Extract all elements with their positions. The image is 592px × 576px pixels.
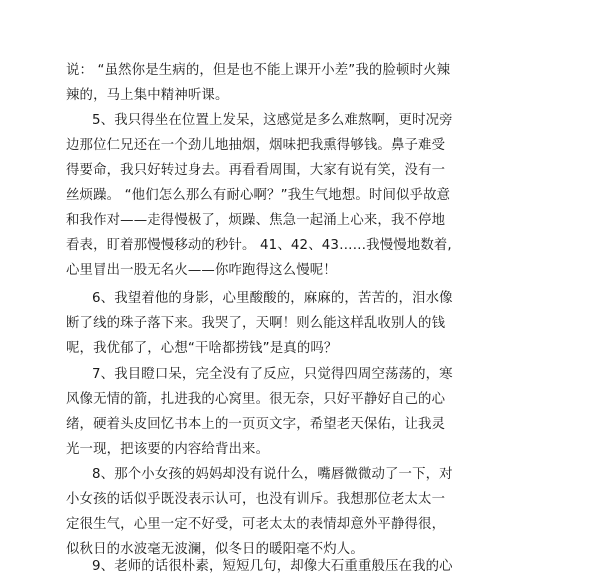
text-line-21: 9、老师的话很朴素，短短几句，却像大石重重般压在我的心 xyxy=(92,559,453,574)
text-line-8: 看表，盯着那慢慢移动的秒针。 41、42、43……我慢慢地数着, xyxy=(66,238,452,253)
text-line-6: 丝烦躁。 “他们怎么那么有耐心啊？”我生气地想。时间似乎故意 xyxy=(66,188,451,203)
text-line-16: 光一现，把该要的内容给背出来。 xyxy=(66,442,270,457)
text-line-4: 边那位仁兄还在一个劲儿地抽烟，烟味把我熏得够钱。鼻子难受 xyxy=(66,138,446,153)
text-line-19: 定很生气，心里一定不好受，可老太太的表情却意外平静得很， xyxy=(66,517,446,532)
text-line-17: 8、那个小女孩的妈妈却没有说什么，嘴唇微微动了一下，对 xyxy=(92,467,453,482)
text-line-14: 风像无情的箭，扎进我的心窝里。很无奈，只好平静好自己的心 xyxy=(66,392,446,407)
text-line-10: 6、我望着他的身影，心里酸酸的，麻麻的，苦苦的，泪水像 xyxy=(92,291,453,306)
text-line-20: 似秋日的水波毫无波澜，似冬日的暖阳毫不灼人。 xyxy=(66,542,364,557)
text-line-13: 7、我目瞪口呆，完全没有了反应，只觉得四周空荡荡的，寒 xyxy=(92,367,453,382)
text-line-12: 呢，我优郁了，心想“干啥都捞钱”是真的吗？ xyxy=(66,341,338,356)
text-line-9: 心里冒出一股无名火——你咋跑得这么慢呢！ xyxy=(66,263,337,278)
text-line-1: 说： “虽然你是生病的，但是也不能上课开小差”我的脸顿时火辣 xyxy=(66,63,451,78)
text-line-3: 5、我只得坐在位置上发呆，这感觉是多么难熬啊，更时况旁 xyxy=(92,113,453,128)
text-line-15: 绪，硬着头皮回忆书本上的一页页文字，希望老天保佑，让我灵 xyxy=(66,417,446,432)
text-line-11: 断了线的珠子落下来。我哭了，天啊！则么能这样乱收别人的钱 xyxy=(66,316,446,331)
text-line-2: 辣的，马上集中精神听课。 xyxy=(66,88,229,103)
text-line-5: 得要命，我只好转过身去。再看看周围，大家有说有笑，没有一 xyxy=(66,163,446,178)
text-line-18: 小女孩的话似乎既没表示认可，也没有训斥。我想那位老太太一 xyxy=(66,492,446,507)
text-line-7: 和我作对——走得慢极了，烦躁、焦急一起涌上心来，我不停地 xyxy=(66,213,446,228)
